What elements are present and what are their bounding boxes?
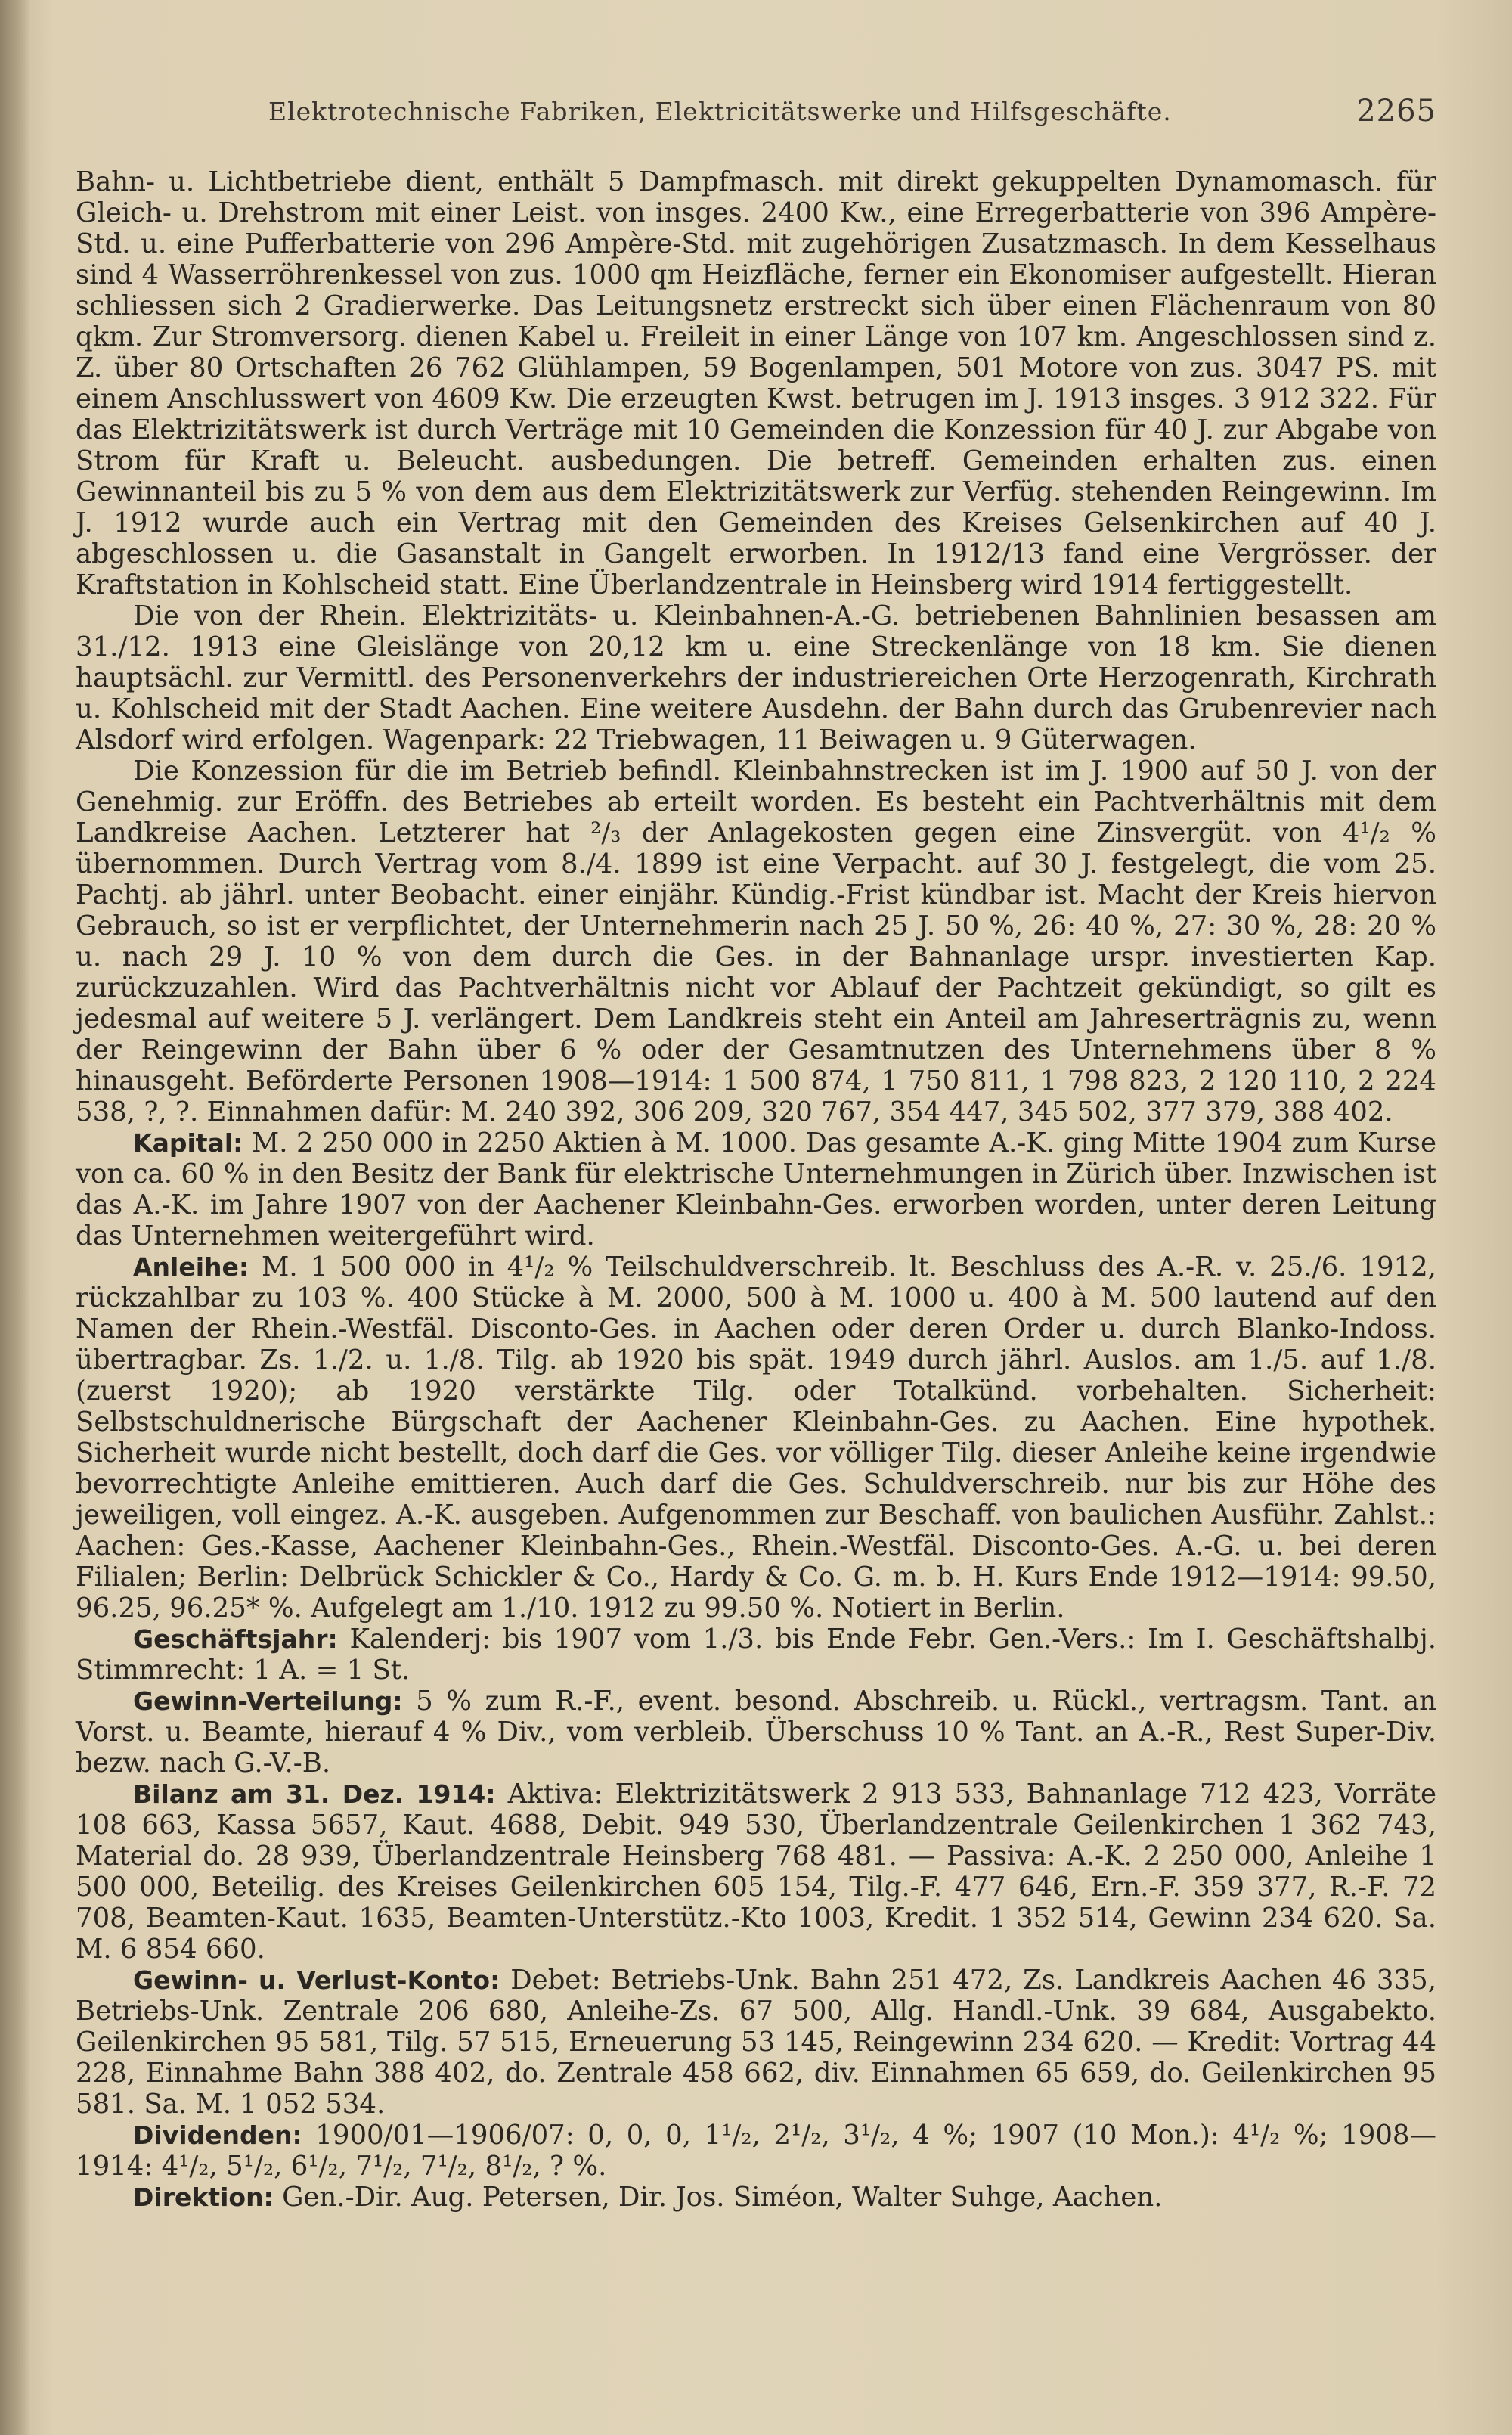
- paragraph-geschaeftsjahr: Geschäftsjahr: Kalenderj: bis 1907 vom 1./3. bis Ende Febr. Gen.-Vers.: Im I. Geschäftshalbj. Stimmrecht: 1 A. = 1 St.: [76, 1624, 1436, 1686]
- running-header: [76, 94, 1436, 135]
- paragraph-gewinn-verlust: Gewinn- u. Verlust-Konto: Debet: Betriebs-Unk. Bahn 251 472, Zs. Landkreis Aachen 46 335, Betriebs-Unk. Zentrale 206 680, Anleihe-Zs. 67 500, Allg. Handl.-Unk. 39 684, Ausgabekto. Geilenkirchen 95 581, Tilg. 57 515, Erneuerung 53 145, Reingewinn 234 620. — Kredit: Vortrag 44 228, Einnahme Bahn 388 402, do. Zentrale 458 662, div. Einnahmen 65 659, do. Geilenkirchen 95 581. Sa. M. 1 052 534.: [76, 1965, 1436, 2120]
- page-body: [76, 166, 1436, 2213]
- label-gewinn-verlust: Gewinn- u. Verlust-Konto:: [133, 1965, 500, 1995]
- label-dividenden: Dividenden:: [133, 2120, 302, 2150]
- label-geschaeftsjahr: Geschäftsjahr:: [133, 1624, 338, 1654]
- label-direktion: Direktion:: [133, 2182, 274, 2212]
- paragraph-railway-lines: Die von der Rhein. Elektrizitäts- u. Kleinbahnen-A.-G. betriebenen Bahnlinien besassen am 31./12. 1913 eine Gleislänge von 20,12 km u. eine Streckenlänge von 18 km. Sie dienen hauptsächl. zur Vermittl. des Personenverkehrs der industriereichen Orte Herzogenrath, Kirchrath u. Kohlscheid mit der Stadt Aachen. Eine weitere Ausdehn. der Bahn durch das Grubenrevier nach Alsdorf wird erfolgen. Wagenpark: 22 Triebwagen, 11 Beiwagen u. 9 Güterwagen.: [76, 600, 1436, 755]
- paragraph-plant-description: Bahn- u. Lichtbetriebe dient, enthält 5 Dampfmasch. mit direkt gekuppelten Dynamomasch. für Gleich- u. Drehstrom mit einer Leist. von insges. 2400 Kw., eine Erregerbatterie von 396 Ampère-Std. u. eine Pufferbatterie von 296 Ampère-Std. mit zugehörigen Zusatzmasch. In dem Kesselhaus sind 4 Wasserröhrenkessel von zus. 1000 qm Heizfläche, ferner ein Ekonomiser aufgestellt. Hieran schliessen sich 2 Gradierwerke. Das Leitungsnetz erstreckt sich über einen Flächenraum von 80 qkm. Zur Stromversorg. dienen Kabel u. Freileit in einer Länge von 107 km. Angeschlossen sind z. Z. über 80 Ortschaften 26 762 Glühlampen, 59 Bogenlampen, 501 Motore von zus. 3047 PS. mit einem Anschlusswert von 4609 Kw. Die erzeugten Kwst. betrugen im J. 1913 insges. 3 912 322. Für das Elektrizitätswerk ist durch Verträge mit 10 Gemeinden die Konzession für 40 J. zur Abgabe von Strom für Kraft u. Beleucht. ausbedungen. Die betreff. Gemeinden erhalten zus. einen Gewinnanteil bis zu 5 % von dem aus dem Elektrizitätswerk zur Verfüg. stehenden Reingewinn. Im J. 1912 wurde auch ein Vertrag mit den Gemeinden des Kreises Gelsenkirchen auf 40 J. abgeschlossen u. die Gasanstalt in Gangelt erworben. In 1912/13 fand eine Vergrösser. der Kraftstation in Kohlscheid statt. Eine Überlandzentrale in Heinsberg wird 1914 fertiggestellt.: [76, 166, 1436, 600]
- label-bilanz: Bilanz am 31. Dez. 1914:: [133, 1779, 496, 1809]
- label-kapital: Kapital:: [133, 1128, 243, 1158]
- paragraph-dividenden: Dividenden: 1900/01—1906/07: 0, 0, 0, 1¹/₂, 2¹/₂, 3¹/₂, 4 %; 1907 (10 Mon.): 4¹/₂ %; 1908—1914: 4¹/₂, 5¹/₂, 6¹/₂, 7¹/₂, 7¹/₂, 8¹/₂, ? %.: [76, 2120, 1436, 2182]
- running-title: Elektrotechnische Fabriken, Elektricitätswerke und Hilfsgeschäfte.: [268, 97, 1172, 126]
- paragraph-gewinn-verteilung: Gewinn-Verteilung: 5 % zum R.-F., event. besond. Abschreib. u. Rückl., vertragsm. Tant. an Vorst. u. Beamte, hierauf 4 % Div., vom verbleib. Überschuss 10 % Tant. an A.-R., Rest Super-Div. bezw. nach G.-V.-B.: [76, 1686, 1436, 1779]
- page-number: 2265: [1356, 94, 1436, 129]
- label-anleihe: Anleihe:: [133, 1252, 249, 1282]
- paragraph-direktion: Direktion: Gen.-Dir. Aug. Petersen, Dir. Jos. Siméon, Walter Suhge, Aachen.: [133, 2182, 1163, 2213]
- paragraph-concession: Die Konzession für die im Betrieb befindl. Kleinbahnstrecken ist im J. 1900 auf 50 J. von der Genehmig. zur Eröffn. des Betriebes ab erteilt worden. Es besteht ein Pachtverhältnis mit dem Landkreise Aachen. Letzterer hat ²/₃ der Anlagekosten gegen eine Zinsvergüt. von 4¹/₂ % übernommen. Durch Vertrag vom 8./4. 1899 ist eine Verpacht. auf 30 J. festgelegt, die vom 25. Pachtj. ab jährl. unter Beobacht. einer einjähr. Kündig.-Frist kündbar ist. Macht der Kreis hiervon Gebrauch, so ist er verpflichtet, der Unternehmerin nach 25 J. 50 %, 26: 40 %, 27: 30 %, 28: 20 % u. nach 29 J. 10 % von dem durch die Ges. in der Bahnanlage urspr. investierten Kap. zurückzuzahlen. Wird das Pachtverhältnis nicht vor Ablauf der Pachtzeit gekündigt, so gilt es jedesmal auf weitere 5 J. verlängert. Dem Landkreis steht ein Anteil am Jahreserträgnis zu, wenn der Reingewinn der Bahn über 6 % oder der Gesamtnutzen des Unternehmens über 8 % hinausgeht. Beförderte Personen 1908—1914: 1 500 874, 1 750 811, 1 798 823, 2 120 110, 2 224 538, ?, ?. Einnahmen dafür: M. 240 392, 306 209, 320 767, 354 447, 345 502, 377 379, 388 402.: [76, 755, 1436, 1128]
- paragraph-anleihe: Anleihe: M. 1 500 000 in 4¹/₂ % Teilschuldverschreib. lt. Beschluss des A.-R. v. 25./6. 1912, rückzahlbar zu 103 %. 400 Stücke à M. 2000, 500 à M. 1000 u. 400 à M. 500 lautend auf den Namen der Rhein.-Westfäl. Disconto-Ges. in Aachen oder deren Order u. durch Blanko-Indoss. übertragbar. Zs. 1./2. u. 1./8. Tilg. ab 1920 bis spät. 1949 durch jährl. Auslos. am 1./5. auf 1./8. (zuerst 1920); ab 1920 verstärkte Tilg. oder Totalkünd. vorbehalten. Sicherheit: Selbstschuldnerische Bürgschaft der Aachener Kleinbahn-Ges. zu Aachen. Eine hypothek. Sicherheit wurde nicht bestellt, doch darf die Ges. vor völliger Tilg. dieser Anleihe keine irgendwie bevorrechtigte Anleihe emittieren. Auch darf die Ges. Schuldverschreib. nur bis zur Höhe des jeweiligen, voll eingez. A.-K. ausgeben. Aufgenommen zur Beschaff. von baulichen Ausführ. Zahlst.: Aachen: Ges.-Kasse, Aachener Kleinbahn-Ges., Rhein.-Westfäl. Disconto-Ges. A.-G. u. bei deren Filialen; Berlin: Delbrück Schickler & Co., Hardy & Co. G. m. b. H. Kurs Ende 1912—1914: 99.50, 96.25, 96.25* %. Aufgelegt am 1./10. 1912 zu 99.50 %. Notiert in Berlin.: [76, 1252, 1436, 1624]
- paragraph-bilanz: Bilanz am 31. Dez. 1914: Aktiva: Elektrizitätswerk 2 913 533, Bahnanlage 712 423, Vorräte 108 663, Kassa 5657, Kaut. 4688, Debit. 949 530, Überlandzentrale Geilenkirchen 1 362 743, Material do. 28 939, Überlandzentrale Heinsberg 768 481. — Passiva: A.-K. 2 250 000, Anleihe 1 500 000, Beteilig. des Kreises Geilenkirchen 605 154, Tilg.-F. 477 646, Ern.-F. 359 377, R.-F. 72 708, Beamten-Kaut. 1635, Beamten-Unterstütz.-Kto 1003, Kredit. 1 352 514, Gewinn 234 620. Sa. M. 6 854 660.: [76, 1779, 1436, 1965]
- paragraph-kapital: Kapital: M. 2 250 000 in 2250 Aktien à M. 1000. Das gesamte A.-K. ging Mitte 1904 zum Kurse von ca. 60 % in den Besitz der Bank für elektrische Unternehmungen in Zürich über. Inzwischen ist das A.-K. im Jahre 1907 von der Aachener Kleinbahn-Ges. erworben worden, unter deren Leitung das Unternehmen weitergeführt wird.: [76, 1128, 1436, 1252]
- label-gewinn-verteilung: Gewinn-Verteilung:: [133, 1686, 403, 1716]
- page-spine-shadow: [0, 0, 30, 2435]
